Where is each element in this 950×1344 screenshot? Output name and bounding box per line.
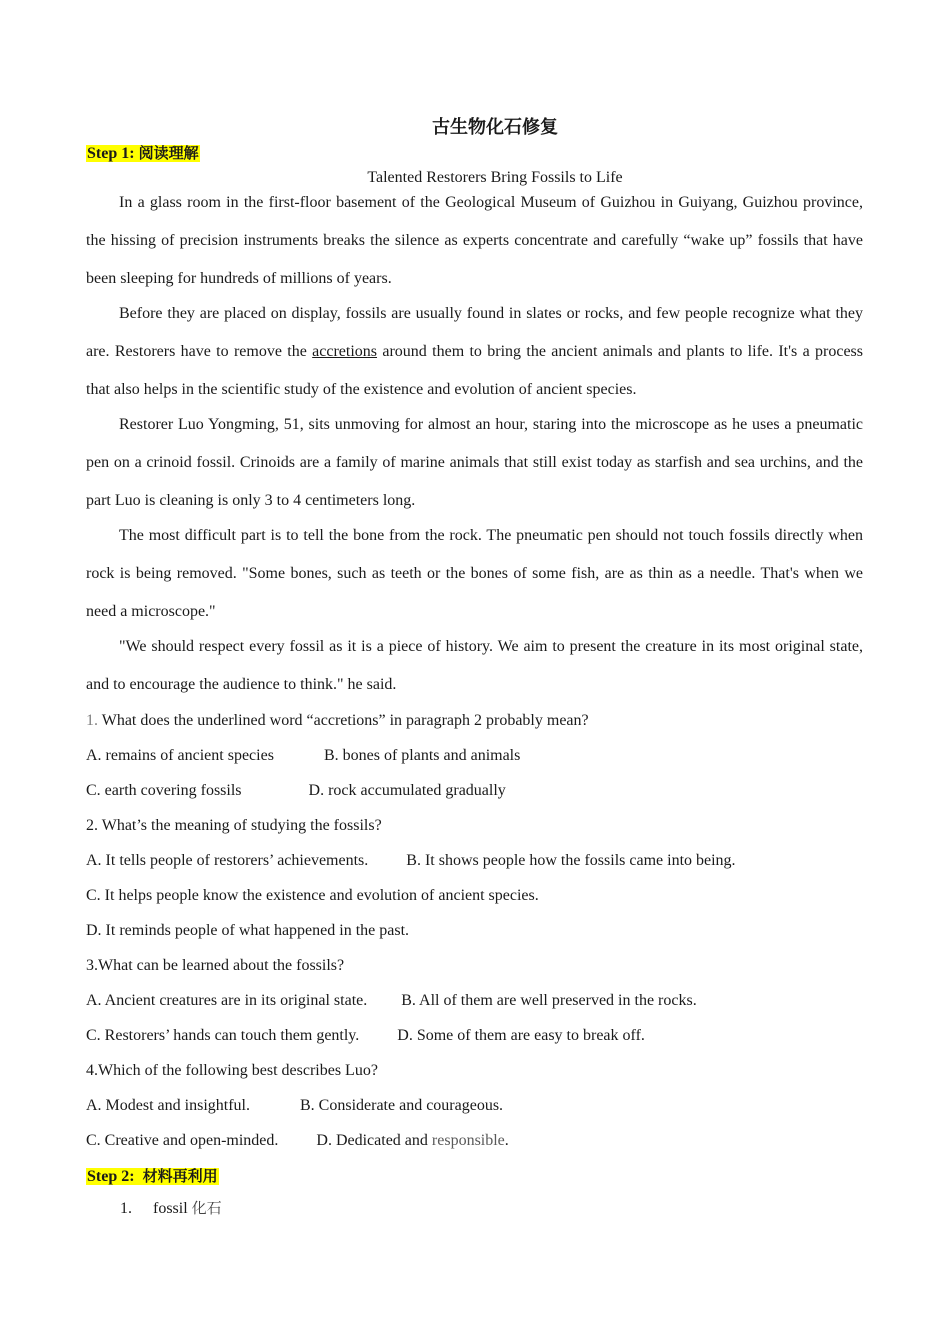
article-paragraph-3: Restorer Luo Yongming, 51, sits unmoving for almost an hour, staring into the microscope as he uses a pneumatic pen on a crinoid fossil. Crinoids are a family of marine animals that still exist today as starfish and sea urchins, and the part Luo is cleaning is only 3 to 4 centimeters long.: [86, 416, 863, 509]
question-1: [86, 710, 589, 732]
step2-label: Step 2:: [87, 1168, 143, 1185]
q4-option-a: A. Modest and insightful.: [86, 1097, 250, 1114]
question-2: 2. What’s the meaning of studying the fossils?: [86, 817, 382, 834]
q4-option-d: [316, 1132, 508, 1149]
article-paragraph-1: In a glass room in the first-floor basement of the Geological Museum of Guizhou in Guiyang, Guizhou province, the hissing of precision instruments breaks the silence as experts concentrate and carefully “wake up” fossils that have been sleeping for hundreds of millions of years.: [86, 194, 863, 287]
question-4: 4.Which of the following best describes Luo?: [86, 1062, 378, 1079]
vocab-word: fossil: [153, 1200, 192, 1217]
question-3-options-ab: [86, 990, 697, 1012]
q2-option-c: C. It helps people know the existence and evolution of ancient species.: [86, 887, 539, 904]
article-paragraph-4: The most difficult part is to tell the bone from the rock. The pneumatic pen should not touch fossils directly when rock is being removed. "Some bones, such as teeth or the bones of some fish, are as thin as a needle. That's when we need a microscope.": [86, 527, 863, 620]
underlined-word: accretions: [312, 343, 378, 360]
question-4-options-cd: [86, 1130, 509, 1152]
step1-heading: [86, 142, 200, 165]
question-4-options-ab: [86, 1095, 503, 1117]
paragraph-2-text-start: Before they are placed on display, fossils are usually found in slates or rocks, and few people recognize what they are. Restorers have to remove the: [86, 305, 863, 360]
q4-option-b: B. Considerate and courageous.: [300, 1097, 504, 1114]
question-1-text: What does the underlined word “accretions” in paragraph 2 probably mean?: [98, 712, 589, 729]
article-paragraph-5: "We should respect every fossil as it is a piece of history. We aim to present the creature in its most original state, and to encourage the audience to think." he said.: [86, 638, 863, 693]
step2-name: 材料再利用: [142, 1167, 218, 1185]
question-1-options-cd: [86, 780, 506, 802]
q3-option-c: C. Restorers’ hands can touch them gently.: [86, 1027, 360, 1044]
article-title: Talented Restorers Bring Fossils to Life: [367, 169, 623, 186]
vocab-number: 1.: [120, 1200, 132, 1217]
q4-option-c: C. Creative and open-minded.: [86, 1132, 279, 1149]
vocab-meaning: 化石: [191, 1199, 222, 1217]
q4-option-d-prefix: D. Dedicated and: [316, 1132, 432, 1149]
vocab-item: [120, 1197, 222, 1220]
q4-option-d-word: responsible: [431, 1132, 505, 1149]
q3-option-b: B. All of them are well preserved in the rocks.: [401, 992, 697, 1009]
q2-option-a: A. It tells people of restorers’ achievements.: [86, 852, 369, 869]
question-2-options-ab: [86, 850, 736, 872]
question-3: 3.What can be learned about the fossils?: [86, 957, 345, 974]
paragraph-2-text-end: around them to bring the ancient animals and plants to life. It's a process that also helps in the scientific study of the existence and evolution of ancient species.: [86, 343, 863, 398]
q2-option-d: D. It reminds people of what happened in the past.: [86, 922, 410, 939]
q2-option-b: B. It shows people how the fossils came into being.: [406, 852, 736, 869]
step2-heading: [86, 1165, 219, 1188]
q1-option-b: B. bones of plants and animals: [323, 747, 521, 764]
question-1-number: 1.: [86, 712, 98, 729]
step1-name: 阅读理解: [138, 144, 199, 162]
q1-option-a: A. remains of ancient species: [86, 747, 274, 764]
q4-option-d-end: .: [504, 1132, 509, 1149]
article-paragraph-2: [86, 295, 863, 409]
page-title: 古生物化石修复: [432, 117, 558, 138]
question-3-options-cd: [86, 1025, 645, 1047]
step1-label: Step 1:: [87, 145, 139, 162]
q1-option-d: D. rock accumulated gradually: [308, 782, 506, 799]
q3-option-d: D. Some of them are easy to break off.: [397, 1027, 645, 1044]
question-1-options-ab: [86, 745, 520, 767]
q1-option-c: C. earth covering fossils: [86, 782, 242, 799]
q3-option-a: A. Ancient creatures are in its original state.: [86, 992, 368, 1009]
